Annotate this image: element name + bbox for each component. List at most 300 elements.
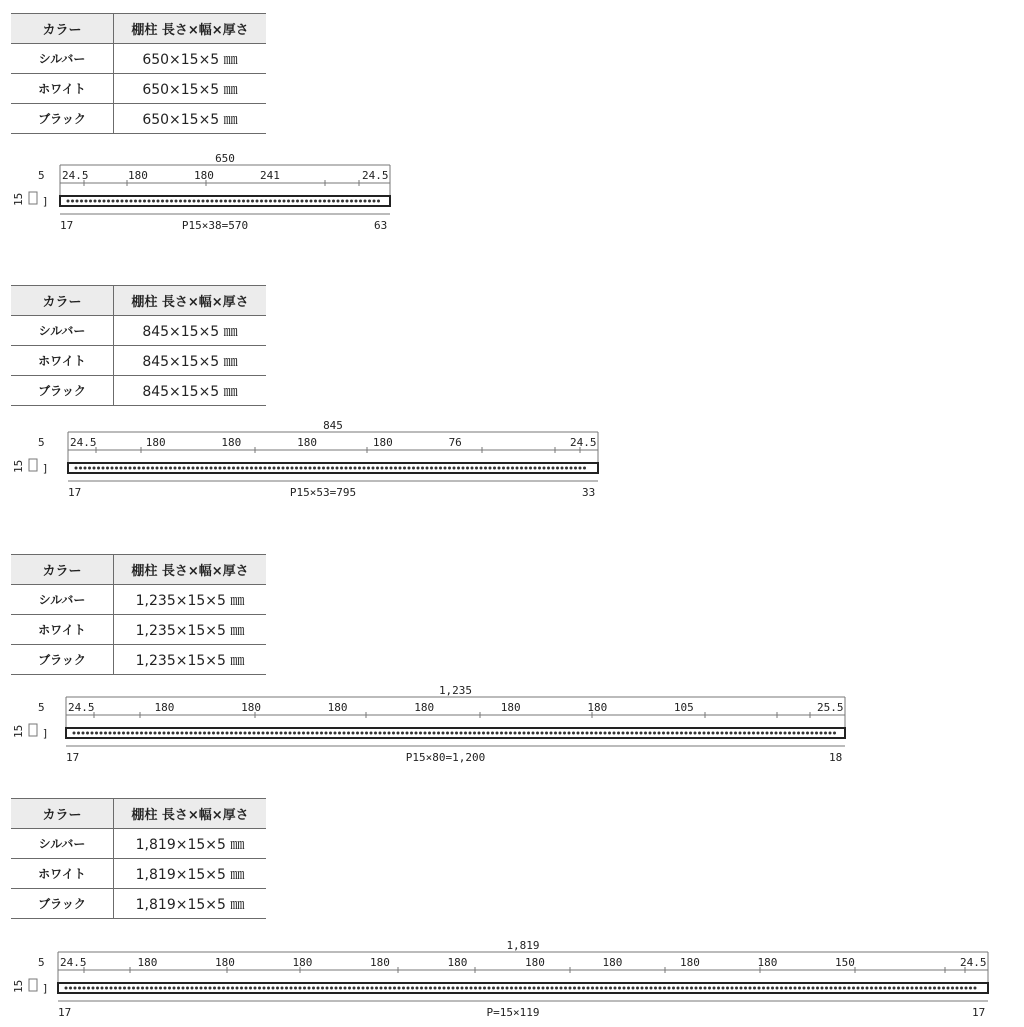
slot-hole: [121, 200, 124, 203]
slot-hole: [291, 467, 294, 470]
slot-hole: [722, 987, 725, 990]
slot-hole: [232, 467, 235, 470]
profile-bracket: ]: [42, 727, 49, 740]
slot-hole: [244, 732, 247, 735]
slot-hole: [392, 732, 395, 735]
slot-hole: [451, 732, 454, 735]
size-cell: 1,819×15×5 ㎜: [114, 889, 267, 919]
header-size: 棚柱 長さ×幅×厚さ: [114, 286, 267, 316]
slot-hole: [452, 987, 455, 990]
slot-hole: [523, 732, 526, 735]
slot-hole: [355, 200, 358, 203]
slot-hole: [332, 200, 335, 203]
slot-hole: [435, 467, 438, 470]
slot-hole: [301, 200, 304, 203]
slot-hole: [461, 987, 464, 990]
slot-hole: [425, 987, 428, 990]
slot-hole: [583, 467, 586, 470]
slot-hole: [465, 987, 468, 990]
slot-hole: [380, 987, 383, 990]
slot-hole: [812, 987, 815, 990]
slot-hole: [748, 732, 751, 735]
slot-hole: [622, 732, 625, 735]
slot-hole: [142, 467, 145, 470]
slot-hole: [307, 732, 310, 735]
slot-hole: [820, 732, 823, 735]
slot-hole: [184, 200, 187, 203]
slot-hole: [267, 987, 270, 990]
slot-hole: [294, 987, 297, 990]
slot-hole: [420, 987, 423, 990]
slot-hole: [636, 987, 639, 990]
segment-label: 180: [370, 956, 390, 969]
slot-hole: [186, 987, 189, 990]
slot-hole: [784, 732, 787, 735]
slot-hole: [83, 987, 86, 990]
slot-hole: [201, 467, 204, 470]
slot-hole: [132, 987, 135, 990]
slot-hole: [649, 732, 652, 735]
slot-hole: [106, 467, 109, 470]
slot-hole: [247, 200, 250, 203]
segment-label: 180: [241, 701, 261, 714]
slot-hole: [519, 987, 522, 990]
slot-hole: [368, 200, 371, 203]
slot-hole: [623, 987, 626, 990]
slot-hole: [744, 987, 747, 990]
slot-hole: [456, 987, 459, 990]
slot-hole: [281, 987, 284, 990]
header-color: カラー: [11, 555, 114, 585]
slot-hole: [120, 467, 123, 470]
slot-hole: [129, 467, 132, 470]
slot-hole: [717, 987, 720, 990]
slot-hole: [357, 987, 360, 990]
slot-hole: [295, 467, 298, 470]
slot-hole: [237, 467, 240, 470]
total-length-label: 1,235: [438, 684, 473, 697]
slot-hole: [496, 732, 499, 735]
slot-hole: [536, 732, 539, 735]
slot-hole: [554, 732, 557, 735]
slot-hole: [439, 467, 442, 470]
slot-hole: [442, 732, 445, 735]
slot-hole: [285, 987, 288, 990]
slot-hole: [767, 987, 770, 990]
thickness-label: 5: [38, 169, 45, 182]
color-cell: ホワイト: [11, 859, 114, 889]
profile-icon: [29, 724, 37, 736]
slot-hole: [794, 987, 797, 990]
slot-hole: [833, 732, 836, 735]
slot-hole: [525, 467, 528, 470]
slot-hole: [492, 987, 495, 990]
spec-table-650: [11, 13, 266, 134]
slot-hole: [322, 467, 325, 470]
slot-hole: [174, 467, 177, 470]
slot-hole: [788, 732, 791, 735]
slot-hole: [349, 467, 352, 470]
slot-hole: [168, 987, 171, 990]
header-color: カラー: [11, 14, 114, 44]
slot-hole: [69, 987, 72, 990]
slot-hole: [479, 987, 482, 990]
slot-hole: [498, 467, 501, 470]
slot-hole: [312, 987, 315, 990]
slot-hole: [561, 467, 564, 470]
slot-hole: [631, 732, 634, 735]
slot-hole: [262, 732, 265, 735]
slot-hole: [437, 732, 440, 735]
slot-hole: [411, 987, 414, 990]
slot-hole: [178, 467, 181, 470]
slot-hole: [149, 732, 152, 735]
slot-hole: [779, 732, 782, 735]
slot-hole: [596, 987, 599, 990]
slot-hole: [766, 732, 769, 735]
slot-hole: [253, 732, 256, 735]
slot-hole: [248, 732, 251, 735]
profile-bracket: ]: [42, 982, 49, 995]
slot-hole: [254, 987, 257, 990]
slot-hole: [263, 987, 266, 990]
slot-hole: [133, 467, 136, 470]
slot-hole: [739, 732, 742, 735]
slot-hole: [161, 200, 164, 203]
slot-hole: [75, 467, 78, 470]
slot-hole: [98, 200, 101, 203]
slot-hole: [726, 987, 729, 990]
slot-hole: [543, 467, 546, 470]
slot-hole: [438, 987, 441, 990]
segment-label: 180: [525, 956, 545, 969]
slot-hole: [265, 200, 268, 203]
slot-hole: [757, 732, 760, 735]
slot-hole: [542, 987, 545, 990]
color-cell: ホワイト: [11, 74, 114, 104]
table-row: [11, 859, 266, 889]
slot-hole: [635, 732, 638, 735]
slot-hole: [600, 987, 603, 990]
slot-hole: [464, 732, 467, 735]
slot-hole: [148, 200, 151, 203]
slot-hole: [505, 732, 508, 735]
segment-label: 24.5: [62, 169, 89, 182]
slot-hole: [677, 987, 680, 990]
slot-hole: [884, 987, 887, 990]
slot-hole: [115, 467, 118, 470]
slot-hole: [734, 732, 737, 735]
slot-hole: [275, 732, 278, 735]
bottom-left-label: 17: [68, 486, 82, 499]
rail-diagram-1819: [0, 937, 1024, 1027]
slot-hole: [95, 732, 98, 735]
slot-hole: [326, 987, 329, 990]
table-row: [11, 104, 266, 134]
slot-hole: [155, 987, 158, 990]
slot-hole: [478, 732, 481, 735]
slot-hole: [94, 200, 97, 203]
slot-hole: [71, 200, 74, 203]
slot-hole: [316, 732, 319, 735]
slot-hole: [379, 732, 382, 735]
slot-hole: [80, 200, 83, 203]
slot-hole: [574, 467, 577, 470]
slot-hole: [419, 732, 422, 735]
segment-label: 180: [680, 956, 700, 969]
slot-hole: [806, 732, 809, 735]
slot-hole: [707, 732, 710, 735]
slot-hole: [101, 987, 104, 990]
segment-label: 180: [154, 701, 175, 714]
slot-hole: [119, 987, 122, 990]
slot-hole: [532, 732, 535, 735]
slot-hole: [212, 732, 215, 735]
slot-hole: [311, 732, 314, 735]
slot-hole: [362, 987, 365, 990]
slot-hole: [105, 987, 108, 990]
slot-hole: [466, 467, 469, 470]
color-cell: ブラック: [11, 645, 114, 675]
slot-hole: [609, 987, 612, 990]
pitch-label: P15×80=1,200: [405, 751, 486, 764]
segment-label: 180: [587, 701, 608, 714]
color-cell: シルバー: [11, 316, 114, 346]
slot-hole: [659, 987, 662, 990]
slot-hole: [293, 732, 296, 735]
slot-hole: [681, 987, 684, 990]
size-cell: 1,819×15×5 ㎜: [114, 859, 267, 889]
slot-hole: [556, 467, 559, 470]
slot-hole: [455, 732, 458, 735]
slot-hole: [762, 987, 765, 990]
table-row: [11, 376, 266, 406]
slot-hole: [680, 732, 683, 735]
slot-hole: [268, 467, 271, 470]
segment-label: 180: [145, 436, 166, 449]
slot-hole: [204, 987, 207, 990]
slot-hole: [397, 732, 400, 735]
slot-hole: [875, 987, 878, 990]
slot-hole: [484, 467, 487, 470]
slot-hole: [376, 467, 379, 470]
pitch-label: P15×38=570: [181, 219, 249, 232]
slot-hole: [384, 987, 387, 990]
slot-hole: [328, 200, 331, 203]
slot-hole: [187, 467, 190, 470]
segment-label: 180: [414, 701, 435, 714]
slot-hole: [595, 732, 598, 735]
slot-hole: [807, 987, 810, 990]
size-cell: 1,819×15×5 ㎜: [114, 829, 267, 859]
slot-hole: [350, 200, 353, 203]
slot-hole: [815, 732, 818, 735]
width-label: 15: [12, 724, 25, 738]
size-cell: 845×15×5 ㎜: [114, 346, 267, 376]
slot-hole: [111, 467, 114, 470]
table-row: [11, 585, 266, 615]
slot-hole: [282, 467, 285, 470]
slot-hole: [172, 732, 175, 735]
slot-hole: [169, 467, 172, 470]
slot-hole: [821, 987, 824, 990]
slot-hole: [493, 467, 496, 470]
slot-hole: [671, 732, 674, 735]
slot-hole: [416, 987, 419, 990]
segment-label: 180: [327, 701, 348, 714]
slot-hole: [191, 987, 194, 990]
slot-hole: [340, 467, 343, 470]
slot-hole: [323, 200, 326, 203]
slot-hole: [529, 467, 532, 470]
slot-hole: [320, 732, 323, 735]
rail-diagram-1235: [0, 682, 1024, 772]
slot-hole: [527, 732, 530, 735]
slot-hole: [662, 732, 665, 735]
slot-hole: [85, 200, 88, 203]
slot-hole: [365, 732, 368, 735]
slot-hole: [443, 987, 446, 990]
slot-hole: [579, 467, 582, 470]
slot-hole: [341, 200, 344, 203]
slot-hole: [89, 200, 92, 203]
slot-hole: [364, 200, 367, 203]
profile-icon: [29, 979, 37, 991]
width-label: 15: [12, 459, 25, 473]
slot-hole: [599, 732, 602, 735]
slot-hole: [260, 200, 263, 203]
slot-hole: [802, 732, 805, 735]
slot-hole: [308, 987, 311, 990]
slot-hole: [143, 200, 146, 203]
slot-hole: [617, 732, 620, 735]
slot-hole: [125, 200, 128, 203]
slot-hole: [230, 732, 233, 735]
slot-hole: [375, 987, 378, 990]
slot-hole: [109, 732, 112, 735]
slot-hole: [296, 200, 299, 203]
slot-hole: [578, 987, 581, 990]
slot-hole: [843, 987, 846, 990]
bottom-left-label: 17: [66, 751, 80, 764]
slot-hole: [483, 987, 486, 990]
slot-hole: [537, 987, 540, 990]
slot-hole: [399, 467, 402, 470]
slot-hole: [848, 987, 851, 990]
slot-hole: [497, 987, 500, 990]
slot-hole: [703, 732, 706, 735]
slot-hole: [626, 732, 629, 735]
slot-hole: [753, 987, 756, 990]
slot-hole: [354, 467, 357, 470]
slot-hole: [528, 987, 531, 990]
width-label: 15: [12, 192, 25, 206]
slot-hole: [141, 987, 144, 990]
slot-hole: [830, 987, 833, 990]
slot-hole: [202, 200, 205, 203]
slot-hole: [273, 467, 276, 470]
slot-hole: [325, 732, 328, 735]
segment-label: 180: [372, 436, 393, 449]
slot-hole: [475, 467, 478, 470]
slot-hole: [272, 987, 275, 990]
slot-hole: [383, 732, 386, 735]
slot-hole: [775, 732, 778, 735]
table-row: [11, 829, 266, 859]
slot-hole: [146, 987, 149, 990]
slot-hole: [289, 732, 292, 735]
slot-hole: [834, 987, 837, 990]
slot-hole: [167, 732, 170, 735]
slot-hole: [233, 200, 236, 203]
slot-hole: [730, 732, 733, 735]
slot-hole: [338, 732, 341, 735]
slot-hole: [520, 467, 523, 470]
slot-hole: [381, 467, 384, 470]
slot-hole: [433, 732, 436, 735]
rail-diagram-650: [0, 150, 1024, 240]
slot-hole: [385, 467, 388, 470]
color-cell: ホワイト: [11, 346, 114, 376]
slot-hole: [447, 987, 450, 990]
slot-hole: [654, 987, 657, 990]
slot-hole: [309, 467, 312, 470]
slot-hole: [100, 732, 103, 735]
slot-hole: [568, 732, 571, 735]
slot-hole: [582, 987, 585, 990]
slot-hole: [124, 467, 127, 470]
segment-label: 180: [194, 169, 214, 182]
size-cell: 650×15×5 ㎜: [114, 74, 267, 104]
slot-hole: [572, 732, 575, 735]
slot-hole: [170, 200, 173, 203]
spec-table-1235: [11, 554, 266, 675]
slot-hole: [390, 467, 393, 470]
slot-hole: [446, 732, 449, 735]
slot-hole: [116, 200, 119, 203]
slot-hole: [239, 732, 242, 735]
slot-hole: [367, 467, 370, 470]
table-header-row: [11, 555, 266, 585]
slot-hole: [104, 732, 107, 735]
profile-bracket: ]: [42, 462, 49, 475]
slot-hole: [569, 987, 572, 990]
bottom-left-label: 17: [58, 1006, 72, 1019]
slot-hole: [154, 732, 157, 735]
slot-hole: [78, 987, 81, 990]
segment-label: 180: [128, 169, 148, 182]
segment-label: 24.5: [70, 436, 97, 449]
slot-hole: [570, 467, 573, 470]
slot-hole: [163, 732, 166, 735]
segment-label: 180: [137, 956, 158, 969]
slot-hole: [491, 732, 494, 735]
slot-hole: [197, 200, 200, 203]
slot-hole: [516, 467, 519, 470]
slot-hole: [345, 467, 348, 470]
slot-hole: [534, 467, 537, 470]
slot-hole: [506, 987, 509, 990]
slot-hole: [410, 732, 413, 735]
slot-hole: [366, 987, 369, 990]
slot-hole: [127, 732, 130, 735]
slot-hole: [407, 987, 410, 990]
slot-hole: [559, 732, 562, 735]
segment-label: 25.5: [817, 701, 844, 714]
slot-hole: [893, 987, 896, 990]
slot-hole: [789, 987, 792, 990]
segment-label: 180: [221, 436, 242, 449]
